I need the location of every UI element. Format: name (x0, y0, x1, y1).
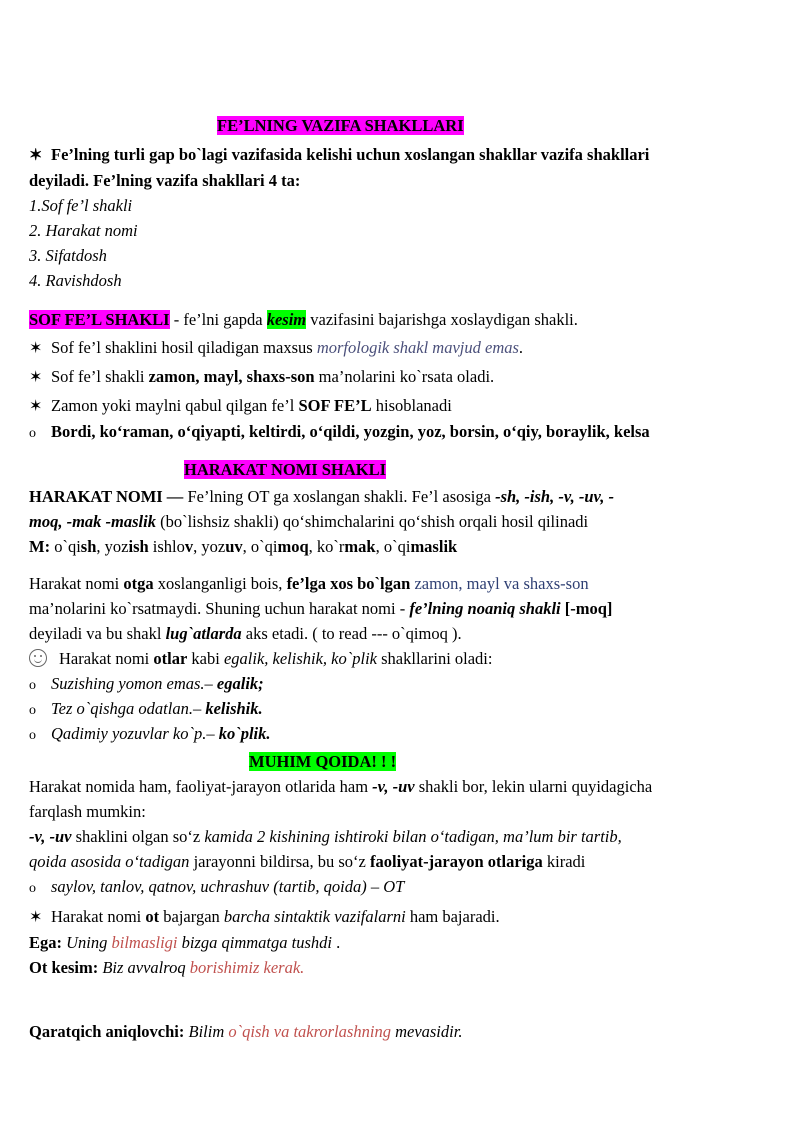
text: SOF FE’L (298, 396, 372, 415)
text: Fe’lning OT ga xoslangan shakli. Fe’l asosiga (183, 487, 496, 506)
text: mevasidir. (390, 1022, 463, 1041)
text: bajargan (159, 907, 224, 926)
example-egalik (29, 673, 264, 697)
text: M: (29, 537, 51, 556)
text: ham bajaradi. (405, 907, 500, 926)
text: Sof fe’l shaklini hosil qiladigan maxsus (51, 338, 317, 357)
text: sh (80, 537, 97, 556)
para-line-1 (29, 573, 589, 595)
text: zamon, mayl va shaxs-son (410, 574, 589, 593)
text: ma’nolarini ko`rsatmaydi. Shuning uchun harakat nomi - (29, 599, 410, 618)
heading-text: FE’LNING VAZIFA SHAKLLARI (217, 116, 464, 135)
text: Qadimiy yozuvlar ko`p.– (51, 724, 219, 743)
intro-line-1 (29, 144, 649, 167)
text: faoliyat-jarayon otlariga (369, 852, 543, 871)
text: egalik; (216, 674, 264, 693)
ot-line (29, 906, 500, 929)
text: saylov, tanlov, qatnov, uchrashuv (tartib, qoida) – OT (51, 877, 405, 896)
heading-muhim-qoida (249, 751, 396, 773)
text: , yoz (96, 537, 129, 556)
circle-bullet-icon: o (29, 678, 36, 693)
text: qoida asosida o‘tadigan (29, 852, 190, 871)
circle-bullet-icon: o (29, 703, 36, 718)
rule-line-3 (29, 826, 622, 848)
text: , yoz (193, 537, 226, 556)
text: ot (145, 907, 160, 926)
heading-fel-vazifa (217, 115, 464, 137)
text: lug`atlarda (165, 624, 242, 643)
para-line-2 (29, 598, 612, 620)
text: fe’lga xos bo`lgan (286, 574, 411, 593)
star-bullet-icon: ✶ (29, 147, 43, 164)
para-line-3 (29, 623, 462, 645)
text: bizga qimmatga tushdi (177, 933, 332, 952)
text: . (518, 338, 524, 357)
text: Harakat nomi (29, 574, 124, 593)
list-item: 2. Harakat nomi (29, 221, 138, 240)
text: shaklini olgan so‘z (71, 827, 205, 846)
star-bullet-icon: ✶ (29, 398, 43, 415)
text: Harakat nomi (59, 649, 154, 668)
otkesim-line (29, 957, 304, 979)
text: -sh, -ish, -v, -uv, - (495, 487, 614, 506)
text: aks etadi. ( to read --- o`qimoq ). (241, 624, 462, 643)
rule-line-2: farqlash mumkin: (29, 802, 146, 821)
text: shakllarini oladi: (377, 649, 493, 668)
text: uv (225, 537, 243, 556)
list-item: 1.Sof fe’l shakli (29, 196, 133, 215)
text: -v, -uv (372, 777, 415, 796)
rule-line-1 (29, 776, 652, 798)
text: Bordi, ko‘raman, o‘qiyapti, keltirdi, o‘qildi, yozgin, yoz, borsin, o‘qiy, boraylik, kelsa (51, 422, 650, 441)
list-item: 4. Ravishdosh (29, 271, 122, 290)
text: barcha sintaktik vazifalarni (223, 907, 406, 926)
text: shakli bor, lekin ularni quyidagicha (414, 777, 653, 796)
text: Biz avvalroq (98, 958, 190, 977)
star-bullet-icon: ✶ (29, 909, 43, 926)
heading-harakat-nomi (184, 459, 386, 481)
text: otga (123, 574, 154, 593)
text: Bilim (184, 1022, 229, 1041)
text: o`qish va takrorlashning (228, 1022, 391, 1041)
text: deyiladi va bu shakl (29, 624, 166, 643)
text: egalik, kelishik, ko`plik (223, 649, 377, 668)
sof-examples (29, 421, 650, 445)
text: Harakat nomi (51, 907, 146, 926)
text: ish (128, 537, 149, 556)
text: hisoblanadi (371, 396, 452, 415)
intro-text-2: deyiladi. Fe’lning vazifa shakllari 4 ta: (29, 171, 301, 190)
smiley-icon (29, 649, 47, 667)
text: o`qi (54, 537, 81, 556)
text: . (332, 933, 341, 952)
text: HARAKAT NOMI — (29, 487, 184, 506)
text: - fe’lni gapda (169, 310, 267, 329)
text: borishimiz kerak. (189, 958, 305, 977)
circle-bullet-icon: o (29, 881, 36, 896)
text: Zamon yoki maylni qabul qilgan fe’l (51, 396, 299, 415)
text: morfologik shakl mavjud emas (316, 338, 519, 357)
text: v (184, 537, 194, 556)
text: xoslanganligi bois, (153, 574, 287, 593)
hn-line-2 (29, 511, 588, 533)
circle-bullet-icon: o (29, 728, 36, 743)
text: jarayonni bildirsa, bu so‘z (189, 852, 370, 871)
sof-fel-definition (29, 309, 578, 331)
text: moq (277, 537, 309, 556)
text: maslik (410, 537, 458, 556)
sof-bullet-2 (29, 366, 494, 389)
example-koplik (29, 723, 271, 747)
circle-bullet-icon: o (29, 426, 36, 441)
sof-bullet-1 (29, 337, 523, 360)
heading-text: MUHIM QOIDA! ! ! (249, 752, 397, 771)
text: otlar (153, 649, 188, 668)
list-item: 3. Sifatdosh (29, 246, 107, 265)
text: ishlo (148, 537, 185, 556)
sof-fel-label: SOF FE’L SHAKLI (29, 310, 170, 329)
text: kelishik. (205, 699, 263, 718)
text: , o`qi (242, 537, 278, 556)
text: Tez o`qishga odatlan.– (51, 699, 206, 718)
text: [-moq] (560, 599, 613, 618)
text: Ega: (29, 933, 62, 952)
rule-line-4 (29, 851, 585, 873)
text: mak (344, 537, 376, 556)
text: zamon, mayl, shaxs-son (148, 367, 315, 386)
otlar-line (29, 648, 492, 670)
text: Harakat nomida ham, faoliyat-jarayon otlarida ham (29, 777, 373, 796)
text: Sof fe’l shakli (51, 367, 149, 386)
ega-line (29, 932, 340, 954)
text: kabi (187, 649, 224, 668)
text: Qaratqich aniqlovchi: (29, 1022, 185, 1041)
text: Uning (62, 933, 112, 952)
example-kelishik (29, 698, 263, 722)
text: bilmasligi (111, 933, 178, 952)
text: (bo`lishsiz shakli) qo‘shimchalarini qo‘shish orqali hosil qilinadi (155, 512, 589, 531)
text: moq, -mak -maslik (29, 512, 156, 531)
text: -v, -uv (29, 827, 72, 846)
sof-bullet-3 (29, 395, 452, 418)
rule-example (29, 876, 404, 900)
text: Ot kesim: (29, 958, 99, 977)
text: ko`plik. (218, 724, 271, 743)
text: , ko`r (308, 537, 345, 556)
intro-text-1: Fe’lning turli gap bo`lagi vazifasida kelishi uchun xoslangan shakllar vazifa shakllari (51, 145, 650, 164)
text: fe’lning noaniq shakli (409, 599, 561, 618)
star-bullet-icon: ✶ (29, 369, 43, 386)
text: vazifasini bajarishga xoslaydigan shakli. (306, 310, 578, 329)
heading-text: HARAKAT NOMI SHAKLI (184, 460, 386, 479)
kesim-highlight: kesim (266, 310, 307, 329)
text: , o`qi (375, 537, 411, 556)
text: kamida 2 kishining ishtiroki bilan o‘tadigan, ma’lum bir tartib, (204, 827, 622, 846)
qarat-line (29, 1021, 462, 1043)
text: ma’nolarini ko`rsata oladi. (314, 367, 495, 386)
text: Suzishing yomon emas.– (51, 674, 217, 693)
hn-examples (29, 536, 457, 558)
text: kiradi (542, 852, 586, 871)
intro-line-2 (29, 170, 300, 192)
star-bullet-icon: ✶ (29, 340, 43, 357)
hn-line-1 (29, 486, 614, 508)
